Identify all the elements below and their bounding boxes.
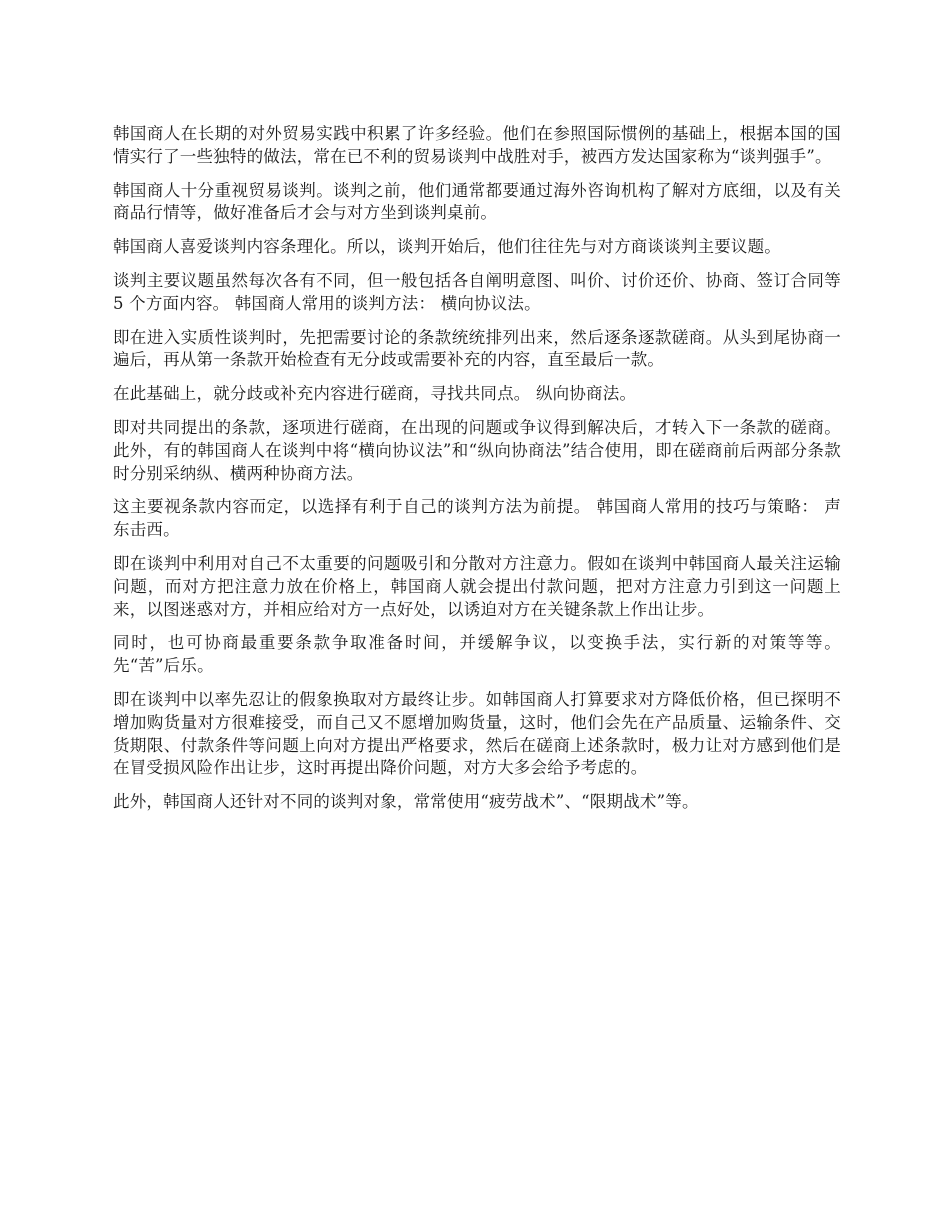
paragraph: 韩国商人十分重视贸易谈判。谈判之前，他们通常都要通过海外咨询机构了解对方底细，以及有关商品行情等，做好准备后才会与对方坐到谈判桌前。 [113, 180, 841, 223]
paragraph: 同时，也可协商最重要条款争取准备时间，并缓解争议，以变换手法，实行新的对策等等。 先“苦”后乐。 [113, 633, 841, 676]
paragraph: 谈判主要议题虽然每次各有不同，但一般包括各自阐明意图、叫价、讨价还价、协商、签订合同等 5 个方面内容。 韩国商人常用的谈判方法： 横向协议法。 [113, 270, 841, 313]
paragraph: 即对共同提出的条款，逐项进行磋商，在出现的问题或争议得到解决后，才转入下一条款的磋商。此外，有的韩国商人在谈判中将“横向协议法”和“纵向协商法”结合使用，即在磋商前后两部分条款时分别采纳纵、横两种协商方法。 [113, 417, 841, 483]
document-body [113, 123, 841, 825]
paragraph: 此外，韩国商人还针对不同的谈判对象，常常使用“疲劳战术”、“限期战术”等。 [113, 792, 699, 812]
paragraph: 即在谈判中利用对自己不太重要的问题吸引和分散对方注意力。假如在谈判中韩国商人最关注运输问题，而对方把注意力放在价格上，韩国商人就会提出付款问题，把对方注意力引到这一问题上来，以图迷惑对方，并相应给对方一点好处，以诱迫对方在关键条款上作出让步。 [113, 553, 841, 619]
paragraph: 即在进入实质性谈判时，先把需要讨论的条款统统排列出来，然后逐条逐款磋商。从头到尾协商一遍后，再从第一条款开始检查有无分歧或需要补充的内容，直至最后一款。 [113, 327, 841, 370]
paragraph: 韩国商人在长期的对外贸易实践中积累了许多经验。他们在参照国际惯例的基础上，根据本国的国情实行了一些独特的做法，常在已不利的贸易谈判中战胜对手，被西方发达国家称为“谈判强手”。 [113, 124, 841, 166]
paragraph: 即在谈判中以率先忍让的假象换取对方最终让步。如韩国商人打算要求对方降低价格，但已探明不增加购货量对方很难接受，而自己又不愿增加购货量，这时，他们会先在产品质量、运输条件、交货期限、付款条件等问题上向对方提出严格要求，然后在磋商上述条款时，极力让对方感到他们是在冒受损风险作出让步，这时再提出降价问题，对方大多会给予考虑的。 [113, 689, 841, 778]
paragraph: 韩国商人喜爱谈判内容条理化。所以，谈判开始后，他们往往先与对方商谈谈判主要议题。 [113, 237, 781, 257]
paragraph: 这主要视条款内容而定，以选择有利于自己的谈判方法为前提。 韩国商人常用的技巧与策略： 声东击西。 [113, 497, 841, 540]
paragraph: 在此基础上，就分歧或补充内容进行磋商，寻找共同点。 纵向协商法。 [113, 384, 637, 404]
